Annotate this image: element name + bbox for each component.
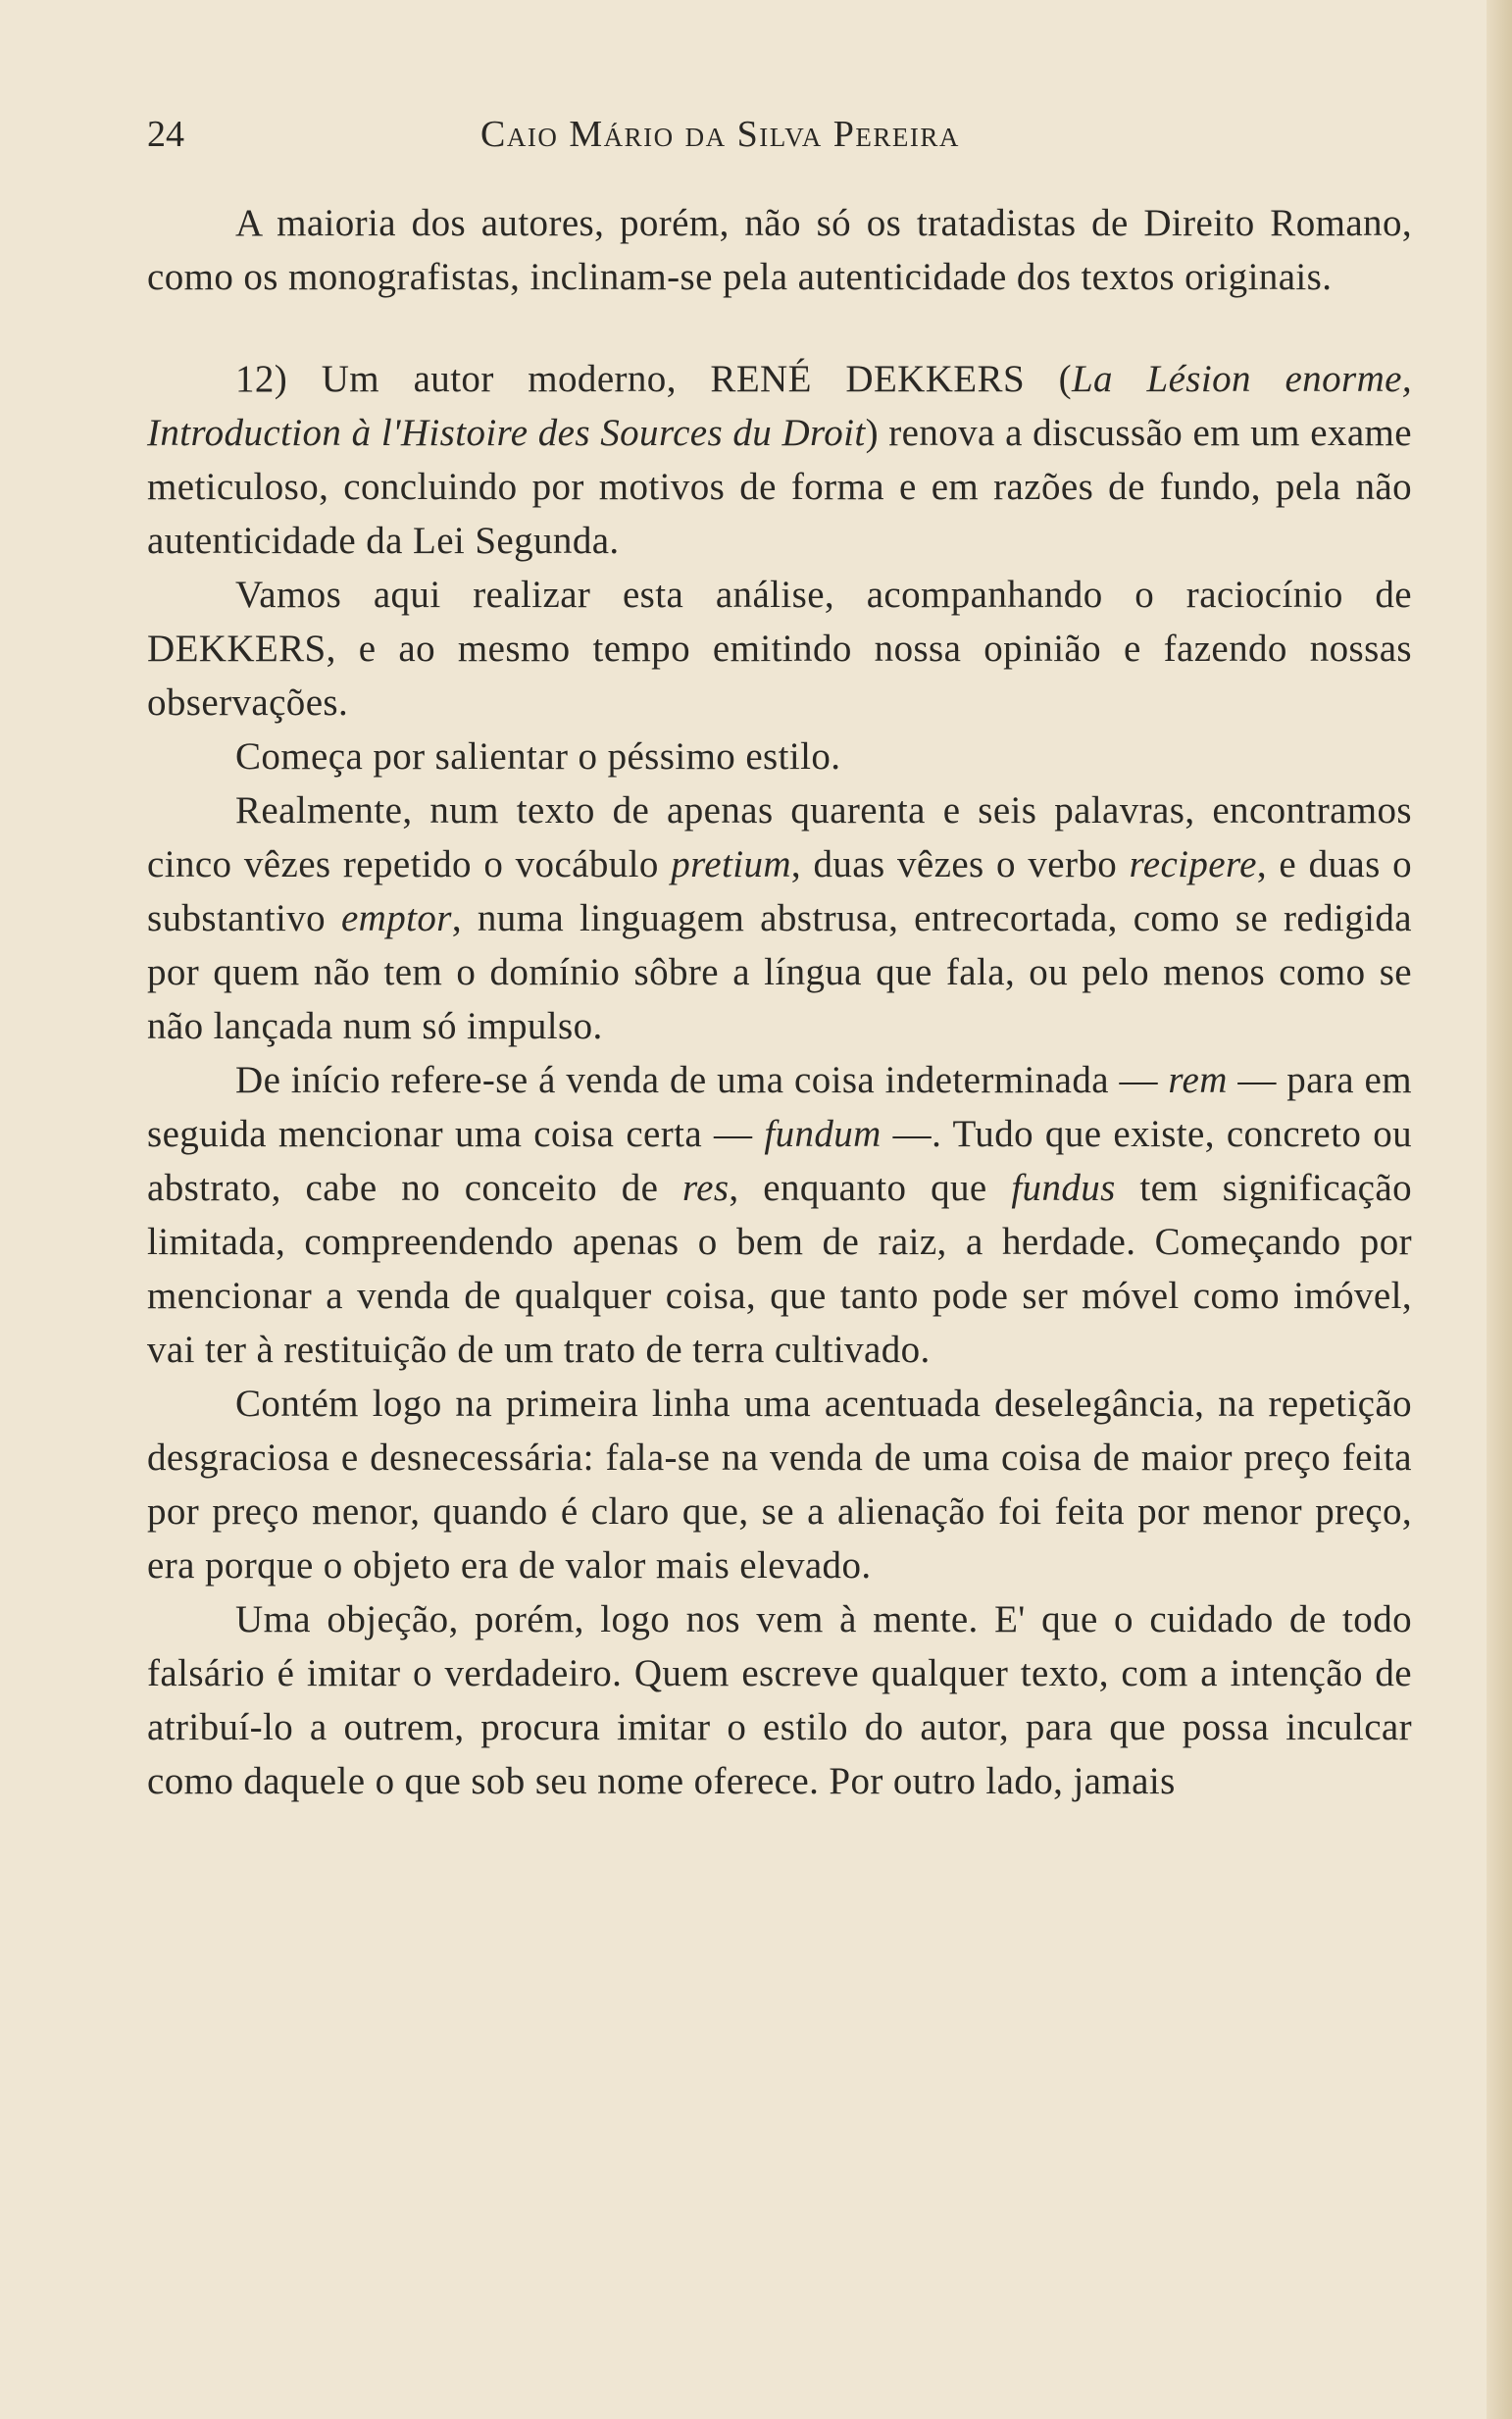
paragraph: 12) Um autor moderno, RENÉ DEKKERS (La Lésion enorme, Introduction à l'Histoire des Sources du Droit) renova a discussão em um exame meticuloso, concluindo por motivos de forma e em razões de fundo, pela não autenticidade da Lei Segunda. <box>147 358 1412 562</box>
paragraph: Realmente, num texto de apenas quarenta e seis palavras, encontramos cinco vêzes repetido o vocábulo pretium, duas vêzes o verbo recipere, e duas o substantivo emptor, numa linguagem abstrusa, entrecortada, como se redigida por quem não tem o domínio sôbre a língua que fala, ou pelo menos como se não lançada num só impulso. <box>147 789 1412 1047</box>
page-body <box>147 196 1412 1808</box>
running-head: Caio Mário da Silva Pereira <box>480 114 960 155</box>
page-edge-shadow <box>1487 0 1512 2419</box>
paragraph: Contém logo na primeira linha uma acentuada deselegância, na repetição desgraciosa e desnecessária: fala-se na venda de uma coisa de maior preço feita por preço menor, quando é claro que, se a alienação foi feita por menor preço, era porque o objeto era de valor mais elevado. <box>147 1383 1412 1587</box>
page-number: 24 <box>147 114 184 155</box>
paragraph: Vamos aqui realizar esta análise, acompanhando o raciocínio de DEKKERS, e ao mesmo tempo emitindo nossa opinião e fazendo nossas observações. <box>147 574 1412 724</box>
paragraph: Uma objeção, porém, logo nos vem à mente. E' que o cuidado de todo falsário é imitar o verdadeiro. Quem escreve qualquer texto, com a intenção de atribuí-lo a outrem, procura imitar o estilo do autor, para que possa inculcar como daquele o que sob seu nome oferece. Por outro lado, jamais <box>147 1598 1412 1802</box>
paragraph: A maioria dos autores, porém, não só os tratadistas de Direito Romano, como os monografistas, inclinam-se pela autenticidade dos textos originais. <box>147 202 1412 298</box>
paragraph: Começa por salientar o péssimo estilo. <box>235 735 841 778</box>
page-header <box>147 108 1412 161</box>
paragraph: De início refere-se á venda de uma coisa indeterminada — rem — para em seguida mencionar uma coisa certa — fundum —. Tudo que existe, concreto ou abstrato, cabe no conceito de res, enquanto que fundus tem significação limitada, compreendendo apenas o bem de raiz, a herdade. Começando por mencionar a venda de qualquer coisa, que tanto pode ser móvel como imóvel, vai ter à restituição de um trato de terra cultivado. <box>147 1059 1413 1371</box>
